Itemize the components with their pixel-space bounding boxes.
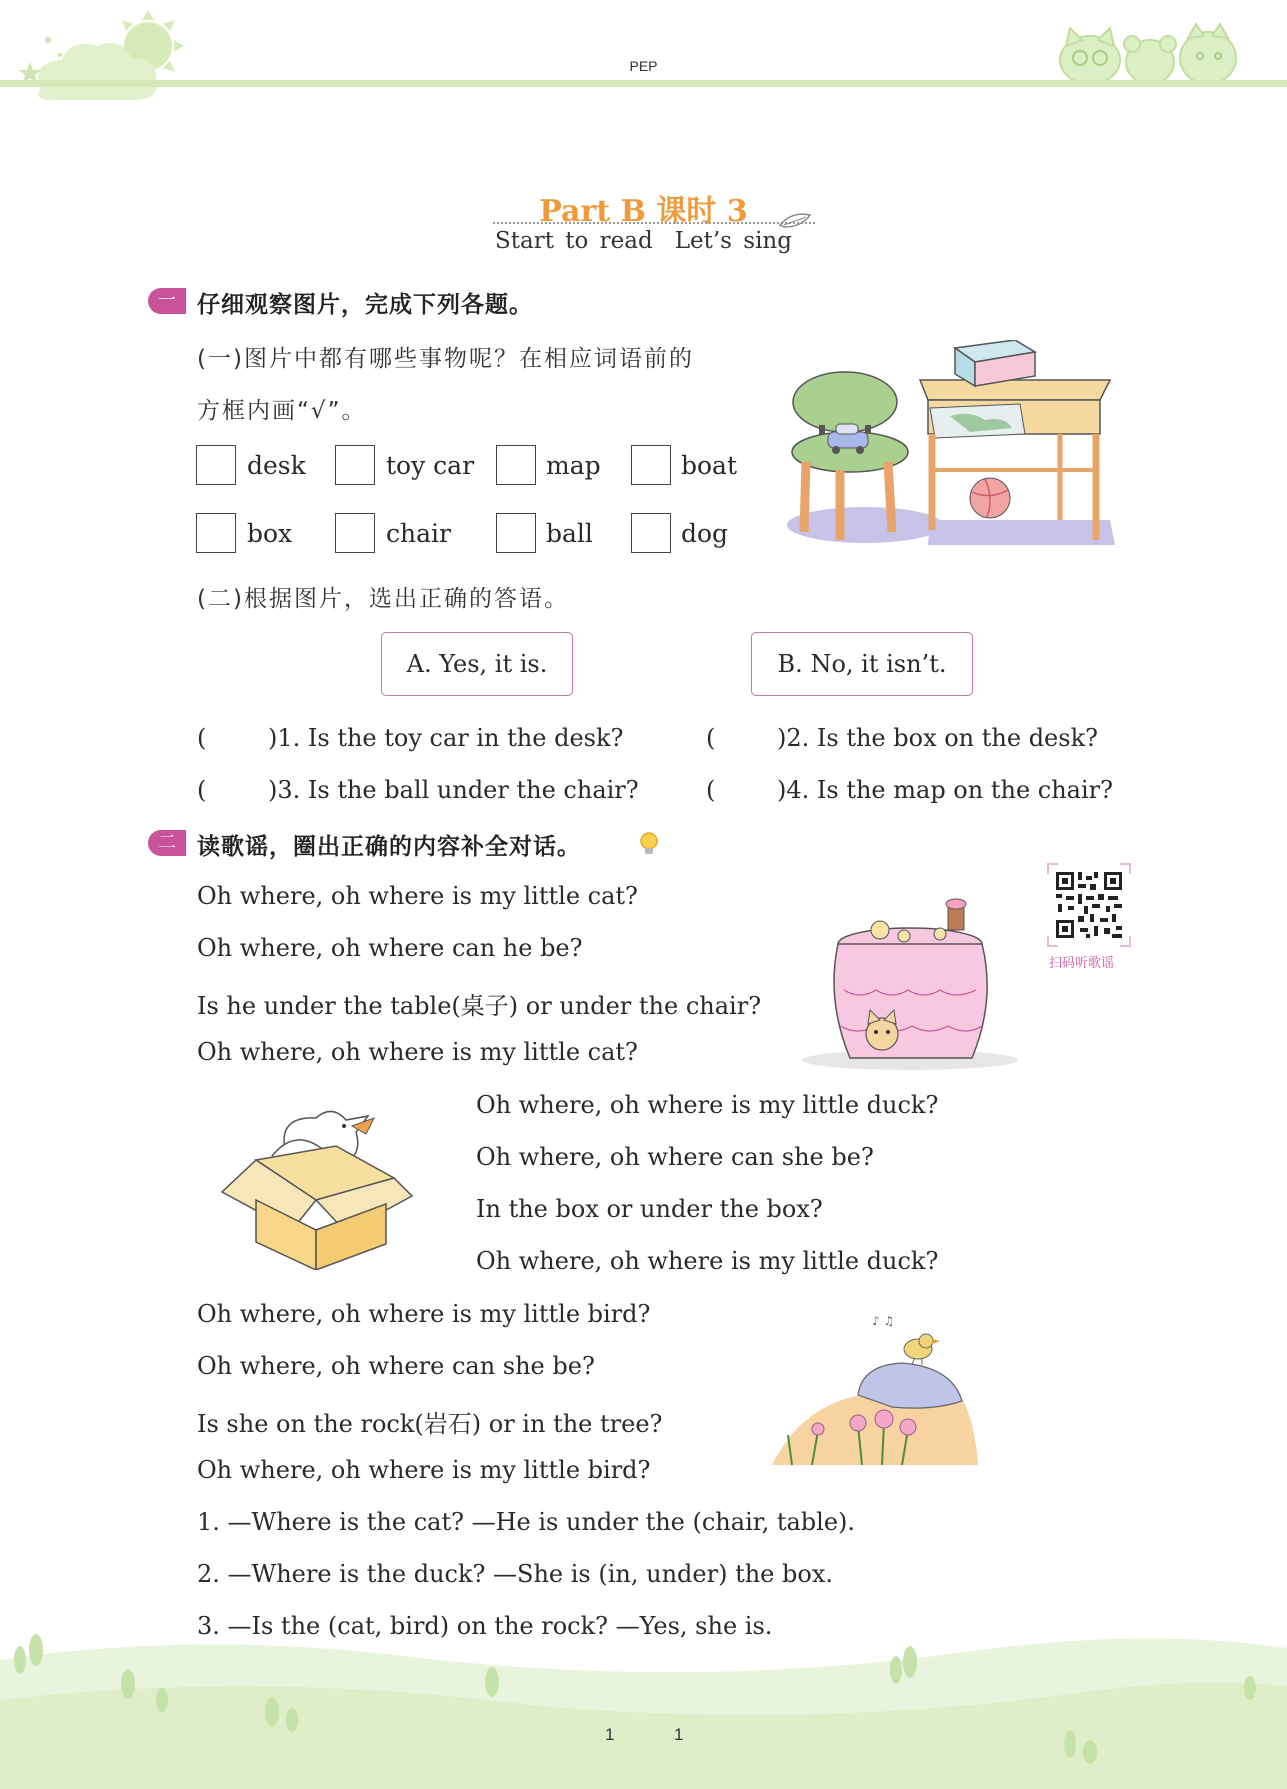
question-4: )4. Is the map on the chair? [777, 776, 1113, 804]
chair-desk-illustration [780, 340, 1120, 550]
question-1: )1. Is the toy car in the desk? [268, 724, 624, 752]
lesson-title: Part B 课时 3 [539, 194, 748, 229]
question-3: )3. Is the ball under the chair? [268, 776, 639, 804]
cat-verse-line4: Oh where, oh where is my little cat? [197, 1038, 638, 1066]
question-2: )2. Is the box on the desk? [777, 724, 1098, 752]
part1-instruction-line2: 方框内画“√”。 [197, 398, 367, 424]
part2-instruction: (二)根据图片，选出正确的答语。 [197, 586, 569, 612]
sun-cloud-decoration [0, 0, 220, 110]
bird-verse-line2: Oh where, oh where can she be? [197, 1352, 595, 1380]
duck-verse-line1: Oh where, oh where is my little duck? [476, 1091, 939, 1119]
footer-landscape [0, 1620, 1287, 1789]
checkbox-toy-car[interactable] [335, 445, 375, 485]
checkbox-label-desk: desk [247, 451, 306, 480]
header-rule [0, 80, 1287, 87]
bird-verse-line3: Is she on the rock(岩石) or in the tree? [197, 1410, 663, 1438]
qr-code[interactable] [1046, 862, 1132, 948]
duck-verse-line2: Oh where, oh where can she be? [476, 1143, 874, 1171]
subtitle-start-to-read: Start to read [495, 228, 653, 254]
qr-caption: 扫码听歌谣 [1049, 956, 1115, 971]
checkbox-map[interactable] [496, 445, 536, 485]
table-cat-illustration [800, 890, 1020, 1070]
q4-paren: ( [706, 776, 716, 804]
part1-instruction-line1: (一)图片中都有哪些事物呢？在相应词语前的 [197, 346, 694, 372]
checkbox-label-ball: ball [546, 519, 593, 548]
exercise-1: 1. —Where is the cat? —He is under the (chair, table). [197, 1508, 856, 1536]
cat-verse-line3: Is he under the table(桌子) or under the chair? [197, 992, 762, 1020]
checkbox-label-boat: boat [681, 451, 738, 480]
checkbox-boat[interactable] [631, 445, 671, 485]
exercise-2: 2. —Where is the duck? —She is (in, under) the box. [197, 1560, 833, 1588]
animal-faces-decoration [1050, 22, 1250, 88]
series-label: PEP [629, 58, 658, 74]
svg-text:♪ ♫: ♪ ♫ [872, 1314, 895, 1328]
section2-heading: 读歌谣，圈出正确的内容补全对话。 [197, 834, 581, 860]
title-divider [493, 222, 815, 224]
bird-verse-line1: Oh where, oh where is my little bird? [197, 1300, 651, 1328]
checkbox-chair[interactable] [335, 513, 375, 553]
lightbulb-icon [636, 830, 662, 858]
checkbox-dog[interactable] [631, 513, 671, 553]
page-number-left: 1 [605, 1725, 615, 1744]
checkbox-desk[interactable] [196, 445, 236, 485]
checkbox-ball[interactable] [496, 513, 536, 553]
checkbox-label-toy-car: toy car [386, 451, 475, 480]
lesson-subtitle [0, 228, 1287, 254]
duck-box-illustration [216, 1096, 416, 1270]
bird-rock-illustration [762, 1305, 982, 1470]
q2-paren: ( [706, 724, 716, 752]
section2-badge: 二 [148, 830, 186, 856]
checkbox-label-dog: dog [681, 519, 729, 548]
section1-heading: 仔细观察图片，完成下列各题。 [197, 292, 533, 318]
duck-verse-line4: Oh where, oh where is my little duck? [476, 1247, 939, 1275]
q3-paren: ( [197, 776, 207, 804]
page-number-right: 1 [674, 1725, 684, 1744]
exercise-3: 3. —Is the (cat, bird) on the rock? —Yes, she is. [197, 1612, 773, 1640]
checkbox-label-map: map [546, 451, 601, 480]
duck-verse-line3: In the box or under the box? [476, 1195, 823, 1223]
cat-verse-line1: Oh where, oh where is my little cat? [197, 882, 638, 910]
checkbox-label-chair: chair [386, 519, 451, 548]
bird-verse-line4: Oh where, oh where is my little bird? [197, 1456, 651, 1484]
q1-paren: ( [197, 724, 207, 752]
section1-badge: 一 [148, 288, 186, 314]
subtitle-lets-sing: Let’s sing [674, 228, 792, 254]
checkbox-box[interactable] [196, 513, 236, 553]
option-a-box: A. Yes, it is. [381, 632, 573, 696]
checkbox-label-box: box [247, 519, 293, 548]
cat-verse-line2: Oh where, oh where can he be? [197, 934, 583, 962]
option-b-box: B. No, it isn’t. [751, 632, 973, 696]
